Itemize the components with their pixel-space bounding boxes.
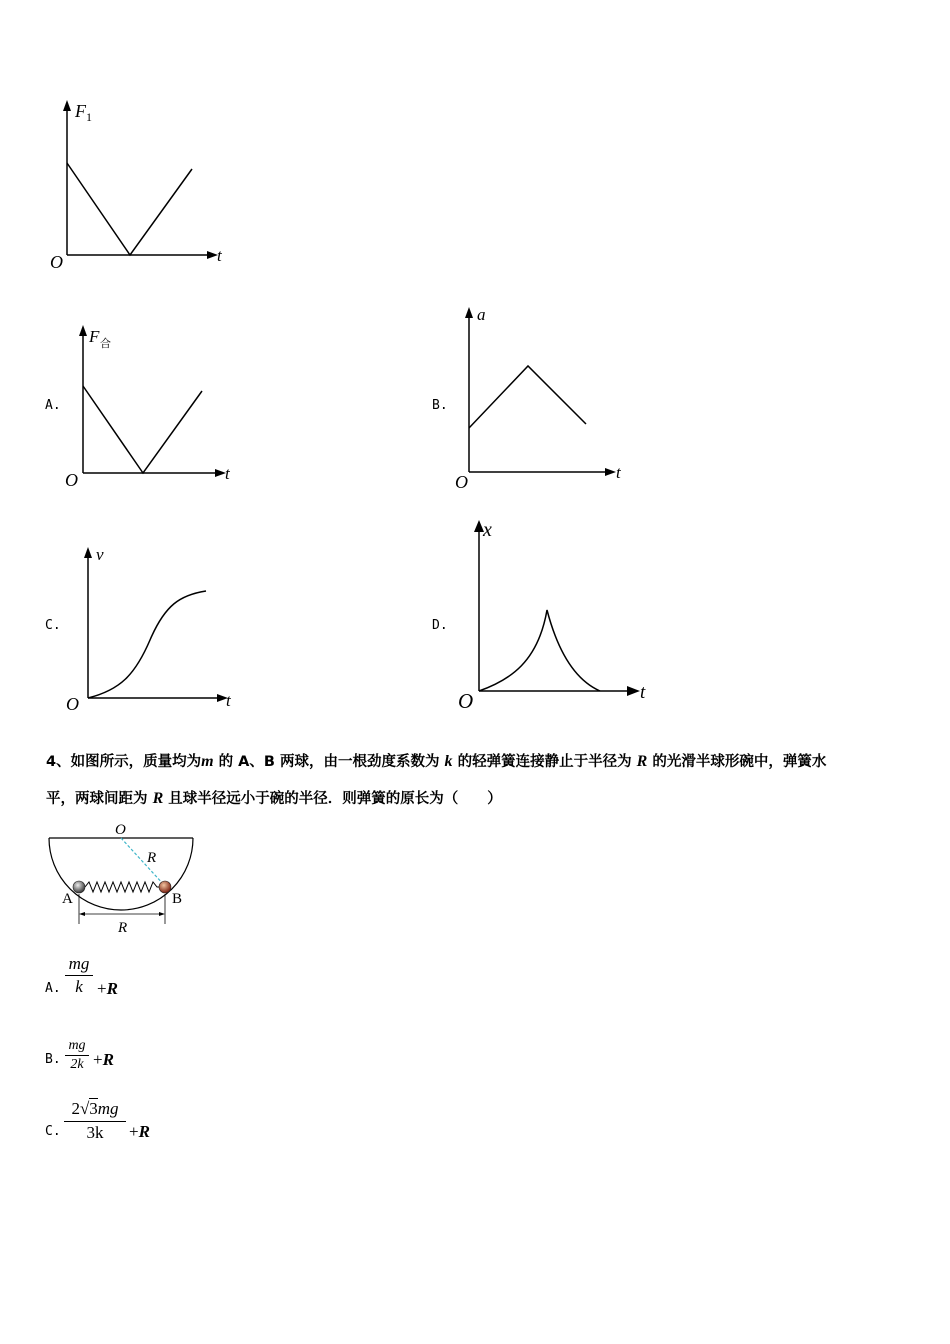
velocity-curve	[88, 591, 206, 698]
answer-c-fraction	[64, 1098, 126, 1143]
graph-option-d	[450, 512, 660, 717]
f1-curve	[67, 163, 192, 255]
bowl-figure	[45, 818, 205, 938]
option-d-label: D.	[432, 618, 448, 633]
center-label-o: O	[115, 822, 126, 838]
origin-label: O	[65, 470, 78, 490]
ball-a	[73, 881, 85, 893]
answer-c-numerator: 2√3mg	[71, 1099, 119, 1118]
question-4-line-1: 4、如图所示，质量均为m 的 A、B 两球，由一根劲度系数为 k 的轻弹簧连接静止于半径为 R 的光滑半球形碗中，弹簧水	[46, 753, 827, 770]
displacement-curve	[479, 610, 600, 691]
acceleration-curve	[469, 366, 586, 428]
answer-a-denominator: k	[75, 977, 83, 996]
y-axis-label: v	[96, 545, 104, 564]
y-axis-subscript: 合	[100, 338, 111, 350]
origin-label: O	[455, 472, 468, 492]
f-net-curve	[83, 386, 202, 473]
answer-a-plus-r: +R	[97, 979, 118, 998]
answer-a-numerator: mg	[68, 954, 90, 973]
graph-f1-t	[40, 95, 240, 275]
spring	[85, 882, 163, 892]
y-axis-label: x	[483, 519, 492, 541]
x-axis-label: t	[226, 691, 231, 710]
radius-line	[121, 838, 165, 886]
radius-label-r: R	[147, 850, 157, 866]
option-a-label: A.	[45, 398, 61, 413]
graph-option-b	[450, 300, 650, 495]
question-4-line-2: 平，两球间距为 R 且球半径远小于碗的半径．则弹簧的原长为（ ）	[46, 790, 502, 807]
answer-c-plus-r: +R	[129, 1122, 150, 1141]
origin-label: O	[458, 689, 474, 713]
answer-b-plus-r: +R	[93, 1050, 114, 1069]
origin-label: O	[50, 252, 63, 272]
answer-b-numerator: mg	[68, 1038, 86, 1053]
answer-b-fraction	[65, 1038, 89, 1073]
y-axis-label: F	[89, 327, 100, 346]
answer-b-denominator: 2k	[70, 1057, 84, 1072]
ball-b-label: B	[172, 891, 183, 907]
answer-a-label: A.	[45, 981, 61, 996]
x-axis-label: t	[616, 463, 621, 482]
y-axis-label: a	[477, 305, 486, 324]
graph-option-c	[60, 540, 260, 720]
answer-c-label: C.	[45, 1124, 61, 1139]
answer-b-label: B.	[45, 1052, 61, 1067]
width-label-r: R	[118, 920, 128, 936]
x-axis-label: t	[640, 682, 646, 703]
ball-b	[159, 881, 171, 893]
option-b-label: B.	[432, 398, 448, 413]
y-axis-label: F	[75, 101, 86, 121]
y-axis-subscript: 1	[86, 110, 92, 124]
option-c-label: C.	[45, 618, 61, 633]
answer-a-fraction	[65, 954, 93, 997]
x-axis-label: t	[217, 246, 222, 265]
ball-a-label: A	[62, 891, 73, 907]
x-axis-label: t	[225, 464, 230, 483]
graph-option-a	[60, 318, 260, 493]
origin-label: O	[66, 694, 79, 714]
answer-c-denominator: 3k	[86, 1123, 104, 1142]
